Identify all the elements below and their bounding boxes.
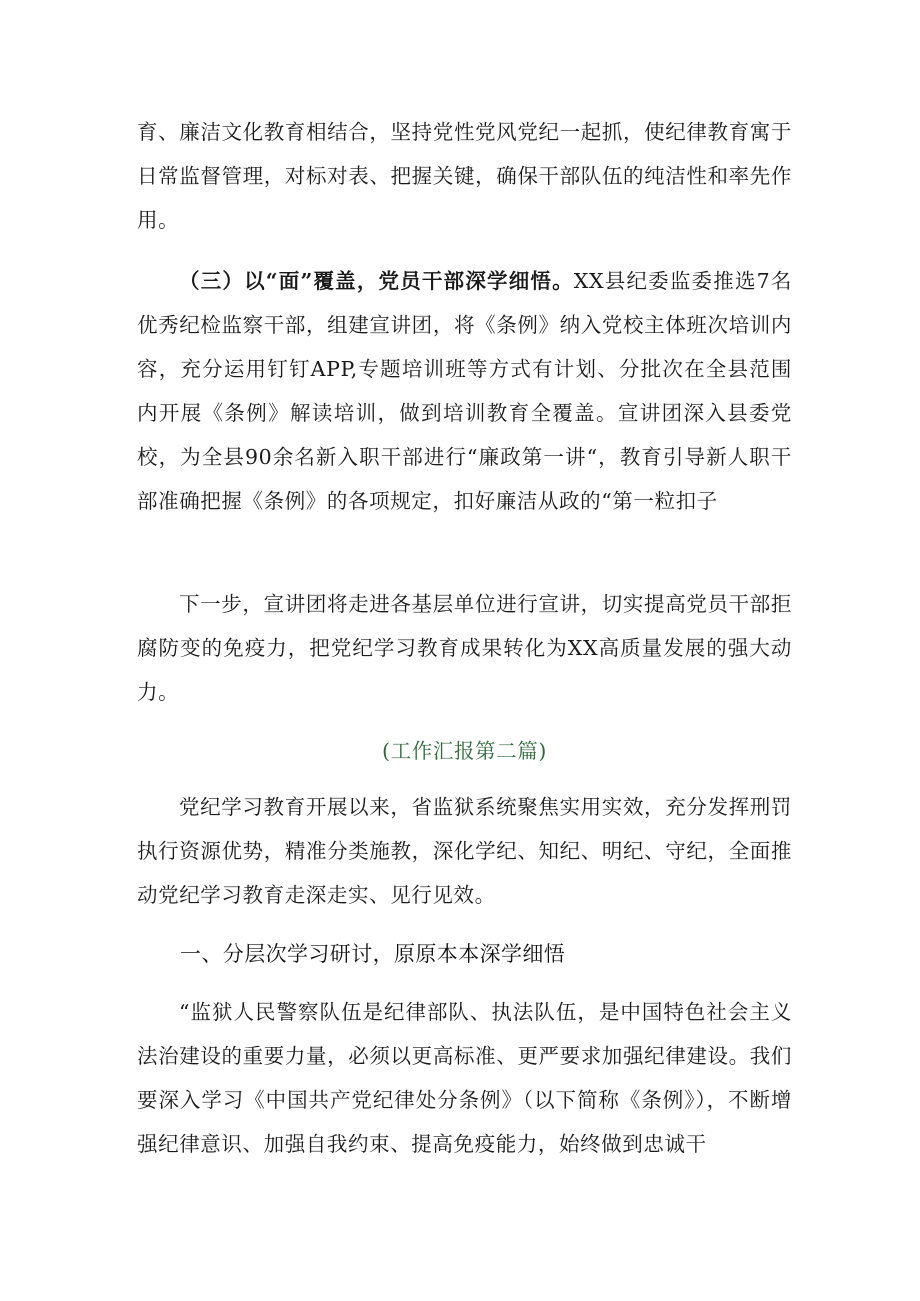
paragraph-coverage bbox=[137, 259, 792, 523]
heading-level-1: 一、分层次学习研讨，原原本本深学细悟 bbox=[180, 942, 566, 966]
paragraph-intro: 党纪学习教育开展以来，省监狱系统聚焦实用实效，充分发挥刑罚执行资源优势，精准分类施教，深化学纪、知纪、明纪、守纪，全面推动党纪学习教育走深走实、见行见效。 bbox=[137, 795, 792, 907]
section-title: (工作汇报第二篇) bbox=[382, 739, 547, 763]
paragraph-discipline-education: 育、廉洁文化教育相结合，坚持党性党风党纪一起抓，使纪律教育寓于日常监督管理，对标对表、把握关键，确保干部队伍的纯洁性和率先作用。 bbox=[137, 120, 792, 232]
paragraph-body: XX县纪委监委推选7名优秀纪检监察干部，组建宣讲团，将《条例》纳入党校主体班次培训内容，充分运用钉钉APP,专题培训班等方式有计划、分批次在全县范围内开展《条例》解读培训，做到培训教育全覆盖。宣讲团深入县委党校，为全县90余名新入职干部进行“廉政第一讲“，教育引导新人职干部准确把握《条例》的各项规定，扣好廉洁从政的“第一粒扣子 bbox=[137, 269, 792, 513]
paragraph-quote: “监狱人民警察队伍是纪律部队、执法队伍，是中国特色社会主义法治建设的重要力量，必须以更高标准、更严要求加强纪律建设。我们要深入学习《中国共产党纪律处分条例》（以下简称《条例》），不断增强纪律意识、加强自我约束、提高免疫能力，始终做到忠诚干 bbox=[137, 1000, 792, 1156]
paragraph-next-step: 下一步，宣讲团将走进各基层单位进行宣讲，切实提高党员干部拒腐防变的免疫力，把党纪学习教育成果转化为XX高质量发展的强大动力。 bbox=[137, 592, 792, 704]
paragraph-lead: （三）以“面”覆盖，党员干部深学细悟。 bbox=[179, 269, 574, 293]
